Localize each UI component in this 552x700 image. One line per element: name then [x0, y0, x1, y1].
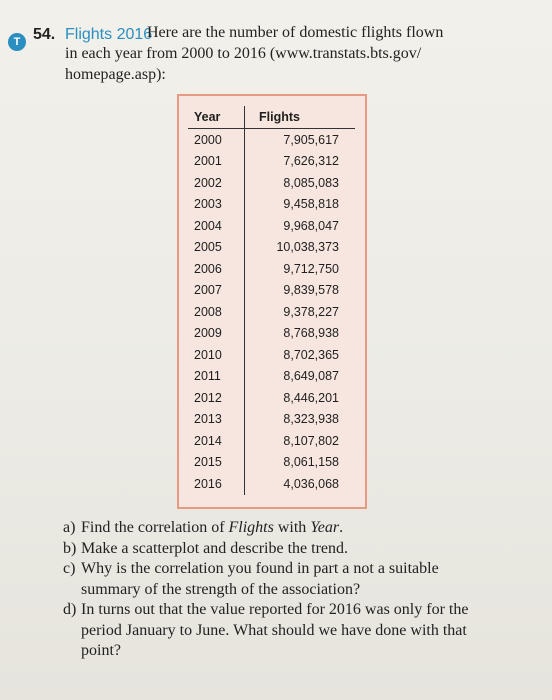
- cell-year: 2002: [188, 172, 245, 194]
- table-row: [188, 280, 355, 302]
- question-d-continued-2: point?: [81, 642, 121, 659]
- question-a: [63, 518, 533, 539]
- header-flights: Flights: [245, 106, 356, 129]
- problem-text-line-3: homepage.asp):: [65, 66, 166, 83]
- table-row: [188, 301, 355, 323]
- cell-year: 2012: [188, 387, 245, 409]
- table-row: [188, 237, 355, 259]
- table-row: [188, 387, 355, 409]
- cell-flights: 7,626,312: [283, 154, 339, 169]
- technology-badge-icon: T: [8, 33, 26, 51]
- question-body: In turns out that the value reported for 2016 was only for the: [81, 601, 469, 618]
- header-year: Year: [188, 106, 245, 129]
- table-row: [188, 258, 355, 280]
- cell-year: 2016: [188, 473, 245, 495]
- cell-flights: 8,085,083: [283, 175, 339, 190]
- cell-year: 2008: [188, 301, 245, 323]
- table-row: [188, 323, 355, 345]
- cell-flights: 8,702,365: [283, 347, 339, 362]
- table-row: [188, 344, 355, 366]
- cell-flights: 10,038,373: [276, 240, 339, 255]
- question-letter: d): [63, 601, 77, 618]
- cell-flights: 8,649,087: [283, 369, 339, 384]
- question-letter: c): [63, 560, 76, 577]
- flights-table: [188, 106, 355, 495]
- table-row: [188, 452, 355, 474]
- table-header-row: [188, 106, 355, 129]
- table-row: [188, 172, 355, 194]
- cell-year: 2009: [188, 323, 245, 345]
- cell-flights: 7,905,617: [283, 132, 339, 147]
- problem-text-line-1: Here are the number of domestic flights flown: [147, 24, 444, 41]
- question-d-continued-1: period January to June. What should we have done with that: [81, 621, 467, 639]
- cell-flights: 4,036,068: [283, 476, 339, 491]
- cell-flights: 8,768,938: [283, 326, 339, 341]
- table-row: [188, 366, 355, 388]
- question-letter: a): [63, 519, 76, 536]
- cell-flights: 8,061,158: [283, 455, 339, 470]
- table-body: [188, 129, 355, 495]
- table-row: [188, 151, 355, 173]
- table-row: [188, 194, 355, 216]
- question-b: [63, 539, 533, 560]
- cell-year: 2011: [188, 366, 245, 388]
- table-row: [188, 430, 355, 452]
- cell-flights: 9,839,578: [283, 283, 339, 298]
- cell-flights: 9,712,750: [283, 261, 339, 276]
- question-list: [63, 518, 533, 662]
- question-d: [63, 600, 533, 621]
- question-body: Make a scatterplot and describe the trend.: [81, 539, 348, 557]
- table-row: [188, 215, 355, 237]
- table-row: [188, 473, 355, 495]
- cell-year: 2004: [188, 215, 245, 237]
- table-row: [188, 129, 355, 151]
- cell-year: 2013: [188, 409, 245, 431]
- cell-year: 2005: [188, 237, 245, 259]
- cell-year: 2014: [188, 430, 245, 452]
- question-c-continued: summary of the strength of the association?: [81, 580, 361, 598]
- cell-year: 2000: [188, 129, 245, 151]
- cell-year: 2007: [188, 280, 245, 302]
- cell-flights: 9,968,047: [283, 218, 339, 233]
- table-row: [188, 409, 355, 431]
- cell-year: 2003: [188, 194, 245, 216]
- cell-flights: 8,323,938: [283, 412, 339, 427]
- cell-year: 2015: [188, 452, 245, 474]
- cell-year: 2006: [188, 258, 245, 280]
- cell-year: 2001: [188, 151, 245, 173]
- problem-text-line-2: in each year from 2000 to 2016 (www.transtats.bts.gov/: [65, 45, 422, 62]
- cell-flights: 9,378,227: [283, 304, 339, 319]
- problem-title: Flights 2016: [65, 26, 153, 43]
- cell-flights: 8,107,802: [283, 433, 339, 448]
- cell-flights: 9,458,818: [283, 197, 339, 212]
- question-body: Why is the correlation you found in part a not a suitable: [81, 560, 439, 577]
- cell-year: 2010: [188, 344, 245, 366]
- question-letter: b): [63, 539, 77, 557]
- question-c: [63, 559, 533, 580]
- problem-number: 54.: [33, 26, 56, 43]
- cell-flights: 8,446,201: [283, 390, 339, 405]
- question-body: Find the correlation of Flights with Year.: [81, 519, 344, 536]
